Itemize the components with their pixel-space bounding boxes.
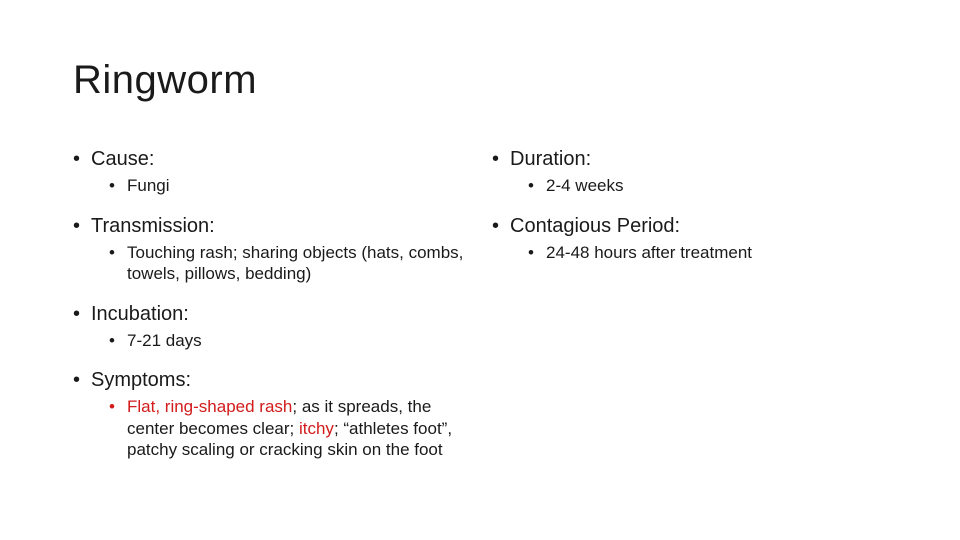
bullet-icon: • <box>73 214 81 237</box>
duration-label: Duration: <box>510 148 592 170</box>
contagious-label: Contagious Period: <box>510 214 681 237</box>
bullet-icon: • <box>109 176 115 195</box>
cause-label: Cause: <box>91 148 155 170</box>
symptoms-foot-text: ; “athletes foot”, patchy scaling or cracking skin on the foot <box>127 418 453 459</box>
contagious-heading <box>492 213 912 239</box>
incubation-detail <box>109 330 473 352</box>
transmission-heading <box>73 213 473 239</box>
symptoms-detail <box>109 396 473 461</box>
incubation-heading <box>73 301 473 327</box>
cause-value: Fungi <box>127 176 170 195</box>
bullet-icon: • <box>109 242 115 262</box>
bullet-icon: • <box>109 397 115 416</box>
cause-heading <box>73 146 473 172</box>
duration-value: 2-4 weeks <box>546 176 624 195</box>
duration-heading <box>492 146 912 172</box>
bullet-icon: • <box>492 214 500 237</box>
bullet-icon: • <box>109 330 115 350</box>
slide-title: Ringworm <box>73 58 258 102</box>
symptoms-itchy-text: itchy <box>298 418 334 438</box>
transmission-label: Transmission: <box>91 214 215 237</box>
incubation-value: 7-21 days <box>127 330 202 350</box>
cause-detail <box>109 175 473 197</box>
contagious-value: 24-48 hours after treatment <box>546 242 753 262</box>
right-column <box>492 146 912 263</box>
left-column <box>73 146 473 461</box>
bullet-icon: • <box>73 369 81 391</box>
bullet-icon: • <box>73 148 81 170</box>
transmission-detail <box>109 242 473 285</box>
symptoms-spread-text: ; as it spreads, the center becomes clear; <box>127 397 432 438</box>
symptoms-rash-text: Flat, ring-shaped rash <box>127 397 293 416</box>
bullet-icon: • <box>73 302 81 325</box>
contagious-detail <box>528 242 912 264</box>
transmission-value: Touching rash; sharing objects (hats, combs, towels, pillows, bedding) <box>127 242 464 283</box>
duration-detail <box>528 175 912 197</box>
symptoms-heading <box>73 367 473 393</box>
incubation-label: Incubation: <box>91 302 189 325</box>
bullet-icon: • <box>528 176 534 195</box>
bullet-icon: • <box>492 148 500 170</box>
symptoms-label: Symptoms: <box>91 369 192 391</box>
bullet-icon: • <box>528 242 534 262</box>
